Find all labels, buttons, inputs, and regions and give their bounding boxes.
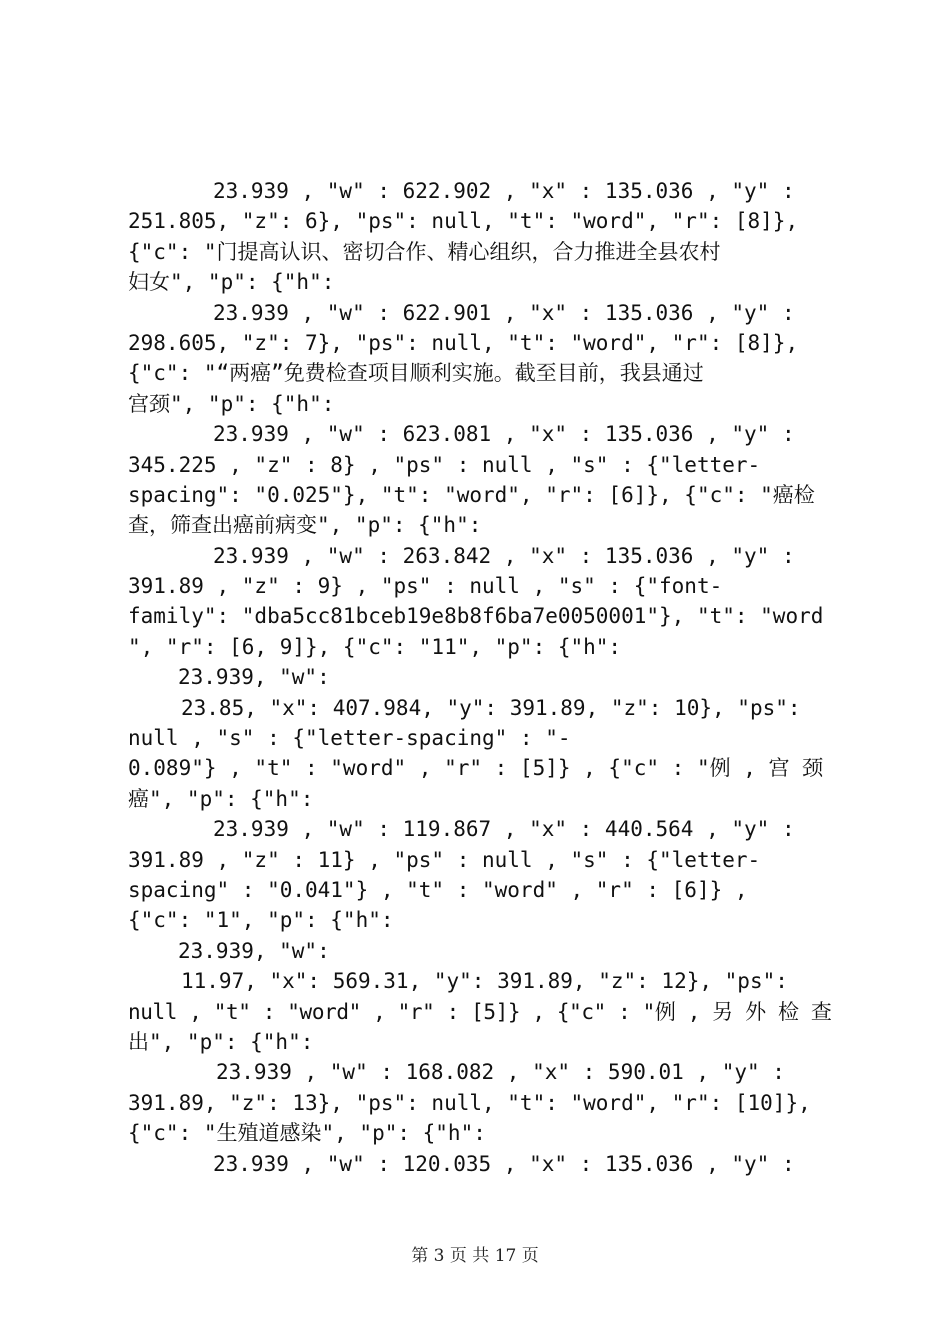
text-line: 23.939 , "w" : 622.902 , "x" : 135.036 , "y" : <box>213 179 795 203</box>
text-line: 23.939 , "w" : 622.901 , "x" : 135.036 , "y" : <box>213 300 795 325</box>
page-footer: 第 3 页 共 17 页 <box>411 1246 539 1266</box>
text-line: 0.089"} , "t" : "word" , "r" : [5]} , {"c" : "例 , 宫 颈 <box>128 756 824 781</box>
text-line: 23.939, "w": <box>178 938 330 963</box>
text-line: 23.939, "w": <box>178 665 330 690</box>
text-line: 23.939 , "w" : 120.035 , "x" : 135.036 , "y" : <box>213 1151 795 1176</box>
text-line: {"c": "生殖道感染", "p": {"h": <box>128 1121 486 1146</box>
text-line: 宫颈", "p": {"h": <box>128 391 335 416</box>
text-line: 391.89 , "z" : 11} , "ps" : null , "s" : {"letter- <box>128 847 761 872</box>
text-line: 391.89, "z": 13}, "ps": null, "t": "word", "r": [10]}, <box>128 1090 811 1115</box>
text-line: 345.225 , "z" : 8} , "ps" : null , "s" : {"letter- <box>128 452 761 477</box>
text-line: {"c": "“两癌”免费检查项目顺利实施。截至目前，我县通过 <box>128 361 704 386</box>
text-line: {"c": "1", "p": {"h": <box>128 908 394 933</box>
text-line: 23.939 , "w" : 263.842 , "x" : 135.036 , "y" : <box>213 543 795 568</box>
body-text <box>128 176 832 1179</box>
text-line: null , "t" : "word" , "r" : [5]} , {"c" : "例 , 另 外 检 查 <box>128 999 832 1024</box>
text-line: spacing" : "0.041"} , "t" : "word" , "r" : [6]} , <box>128 877 748 902</box>
text-line: 妇女", "p": {"h": <box>128 270 335 295</box>
text-line: ", "r": [6, 9]}, {"c": "11", "p": {"h": <box>128 634 622 659</box>
text-line: family": "dba5cc81bceb19e8b8f6ba7e0050001"}, "t": "word <box>128 604 824 629</box>
text-line: 出", "p": {"h": <box>128 1029 314 1054</box>
text-line: 298.605, "z": 7}, "ps": null, "t": "word", "r": [8]}, <box>128 330 799 355</box>
text-line: 23.85, "x": 407.984, "y": 391.89, "z": 10}, "ps": <box>181 695 801 720</box>
text-line: 23.939 , "w" : 168.082 , "x" : 590.01 , "y" : <box>216 1060 785 1085</box>
text-line: 391.89 , "z" : 9} , "ps" : null , "s" : {"font- <box>128 574 723 599</box>
text-line: 251.805, "z": 6}, "ps": null, "t": "word", "r": [8]}, <box>128 209 799 234</box>
text-line: 23.939 , "w" : 623.081 , "x" : 135.036 , "y" : <box>213 422 795 447</box>
text-line: 癌", "p": {"h": <box>128 786 314 811</box>
text-line: null , "s" : {"letter-spacing" : "- <box>128 726 571 751</box>
text-line: {"c": "门提高认识、密切合作、精心组织，合力推进全县农村 <box>128 239 721 264</box>
text-line: 23.939 , "w" : 119.867 , "x" : 440.564 , "y" : <box>213 817 795 842</box>
text-line: 11.97, "x": 569.31, "y": 391.89, "z": 12}, "ps": <box>181 969 788 994</box>
text-line: spacing": "0.025"}, "t": "word", "r": [6]}, {"c": "癌检 <box>128 482 815 507</box>
text-line: 查，筛查出癌前病变", "p": {"h": <box>128 513 482 538</box>
